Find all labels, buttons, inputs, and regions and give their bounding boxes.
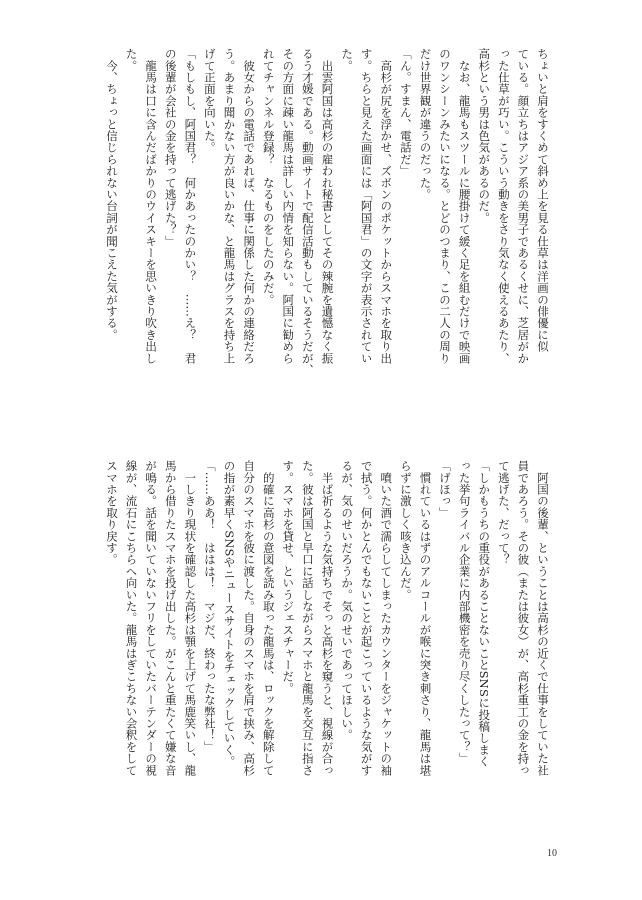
text-line: 出雲阿国は高杉の雇われ秘書としてその辣腕を遺憾なく振 bbox=[320, 48, 335, 364]
text-line: 「げほっ」 bbox=[438, 460, 453, 519]
text-line: れてチャンネル登録？ なるものをしたのみだ。 bbox=[261, 48, 276, 306]
text-line: らずに激しく咳き込んだ。 bbox=[398, 460, 413, 601]
text-line: 一しきり現状を確認した高杉は顎を上げて馬鹿笑いし、龍 bbox=[183, 460, 198, 776]
text-line: 噴いた酒で濡らしてしまったカウンターをジャケットの袖 bbox=[379, 460, 394, 776]
text-line: 高杉という男は色気があるのだ。 bbox=[477, 48, 492, 224]
text-line: 慣れているはずのアルコールが喉に突き刺さり、龍馬は堪 bbox=[418, 460, 433, 776]
text-line: す。ちらと見えた画面には「阿国君」の文字が表示されてい bbox=[359, 48, 374, 364]
text-line: 「……ああ！ ははは！ マジだ、終わったな弊社！」 bbox=[202, 460, 217, 753]
text-line: た。 bbox=[124, 48, 139, 72]
text-line: 自分のスマホを彼に渡した。自身のスマホを肩で挟み、高杉 bbox=[242, 460, 257, 776]
text-line: 線が、流石にこちらへ向いた。龍馬はぎこちない会釈をして bbox=[124, 460, 139, 776]
text-line: 高杉が尻を浮かせ、ズボンのポケットからスマホを取り出 bbox=[379, 48, 394, 364]
text-line: った仕草が巧い。こういう動きをさり気なく使えるあたり、 bbox=[496, 48, 511, 364]
text-line: スマホを取り戻す。 bbox=[104, 460, 119, 566]
text-line: の指が素早くSNSやニュースサイトをチェックしていく。 bbox=[222, 460, 237, 768]
text-line: げて正面を向いた。 bbox=[202, 48, 217, 154]
text-line: ている。顔立ちはアジア系の美男子であるくせに、芝居がか bbox=[516, 48, 531, 364]
text-line: った挙句ライバル企業に内部機密を売り尽くしたって？」 bbox=[457, 460, 472, 765]
text-line: 彼女からの電話であれば、仕事に関係した何かの連絡だろ bbox=[242, 48, 257, 364]
text-line: 「もしもし、阿国君？ 何かあったのかい？ ……え？ 君 bbox=[183, 48, 198, 364]
text-line: ちょいと肩をすくめて斜め上を見る仕草は洋画の俳優に似 bbox=[536, 48, 550, 353]
text-line: た。彼は阿国と早口に話しながらスマホと龍馬を交互に指さ bbox=[300, 460, 315, 776]
upper-text-block bbox=[92, 48, 552, 448]
text-line: 阿国の後輩、ということは高杉の近くで仕事をしていた社 bbox=[536, 460, 550, 776]
lower-text-block bbox=[92, 460, 552, 850]
text-line: た。 bbox=[340, 48, 355, 72]
text-line: 馬から借りたスマホを投げ出した。がこんと重たくて嫌な音 bbox=[163, 460, 178, 776]
text-line: その方面に疎い龍馬は詳しい内情を知らない。阿国に勧めら bbox=[281, 48, 296, 364]
text-line: るう才媛である。動画サイトで配信活動もしているそうだが、 bbox=[300, 48, 315, 376]
text-line: 「しかもうちの重役があることないことSNSに投稿しまく bbox=[477, 460, 492, 768]
text-line: なお、龍馬もスツールに腰掛けて緩く足を組むだけで映画 bbox=[457, 48, 472, 364]
text-line: て逃げた、だって？ bbox=[496, 460, 511, 566]
text-line: 的確に高杉の意図を読み取った龍馬は、ロックを解除して bbox=[261, 460, 276, 776]
text-line: す。スマホを貸せ、というジェスチャーだ。 bbox=[281, 460, 296, 694]
text-line: だけ世界観が違うのだった。 bbox=[418, 48, 433, 201]
text-line: う。あまり聞かない方が良いかな、と龍馬はグラスを持ち上 bbox=[222, 48, 237, 364]
text-line: のワンシーンみたいになる。とどのつまり、この二人の周り bbox=[438, 48, 453, 364]
text-line: 員であろう。その彼（または彼女）が、高杉重工の金を持っ bbox=[516, 460, 531, 776]
text-line: るが、気のせいだろうか。気のせいであってほしい。 bbox=[340, 460, 355, 741]
text-line: 龍馬は口に含んだばかりのウイスキーを思いきり吹き出し bbox=[144, 48, 159, 364]
page-number: 10 bbox=[547, 848, 557, 859]
text-line: 半ば祈るような気持ちでそっと高杉を窺うと、視線が合っ bbox=[320, 460, 335, 776]
text-line: が鳴る。話を聞いていないフリをしていたバーテンダーの視 bbox=[144, 460, 159, 776]
text-line: 今、ちょっと信じられない台詞が聞こえた気がする。 bbox=[104, 48, 119, 341]
text-line: 「ん。すまん、電話だ」 bbox=[398, 48, 413, 177]
text-line: で拭う。何かとんでもないことが起こっているような気がす bbox=[359, 460, 374, 776]
text-line: の後輩が会社の金を持って逃げた？」 bbox=[163, 48, 178, 247]
